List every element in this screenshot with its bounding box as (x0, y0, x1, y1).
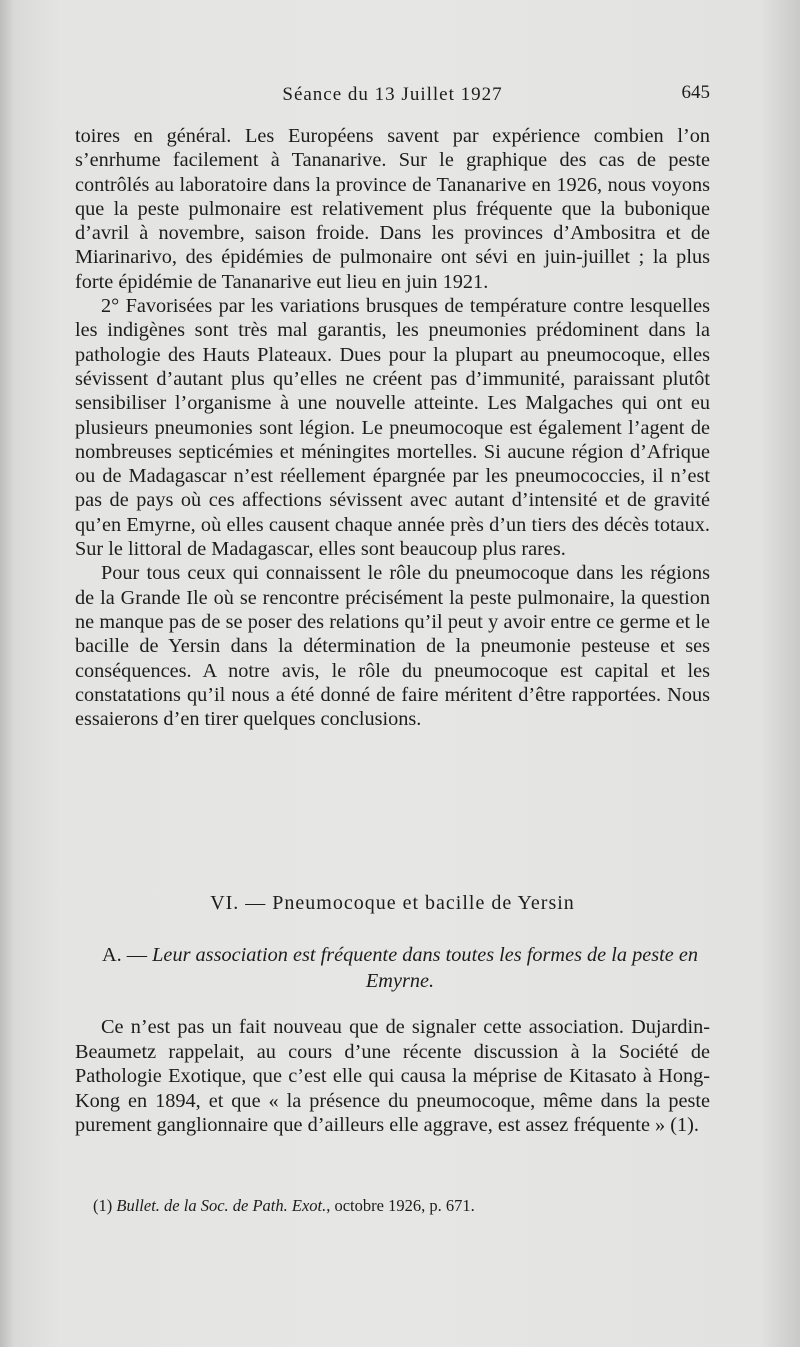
body-text-2 (75, 1015, 710, 1138)
footnote (93, 1196, 713, 1216)
footnote-source: Bullet. de la Soc. de Path. Exot. (116, 1196, 327, 1215)
paragraph-3: Pour tous ceux qui connaissent le rôle du pneumocoque dans les régions de la Grande Ile où se rencontre précisément la peste pulmonaire, la question ne manque pas de se poser des relations qu’il peut y avoir entre ce germe et le bacille de Yersin dans la détermination de la pneumonie pesteuse et ses conséquences. A notre avis, le rôle du pneumocoque est capital et les constatations qu’il nous a été donné de faire méritent d’être rapportées. Nous essaierons d’en tirer quelques conclusions. (75, 562, 710, 731)
paragraph-2: 2° Favorisées par les variations brusques de température contre lesquelles les indigènes sont très mal garantis, les pneumonies prédominent dans la pathologie des Hauts Plateaux. Dues pour la plupart au pneumocoque, elles sévissent d’autant plus qu’elles ne créent pas d’immunité, paraissant plutôt sensibiliser l’organisme à une nouvelle atteinte. Les Malgaches qui ont eu plusieurs pneumonies sont légion. Le pneumocoque est également l’agent de nombreuses septicémies et méningites mortelles. Si aucune région d’Afrique ou de Madagascar n’est réellement épargnée par les pneumococcies, il n’est pas de pays où ces affections sévissent avec autant d’intensité et de gravité qu’en Emyrne, où elles causent chaque année près d’un tiers des décès totaux. Sur le littoral de Madagascar, elles sont beaucoup plus rares. (75, 295, 710, 561)
paragraph-1: toires en général. Les Européens savent par expérience combien l’on s’enrhume facilement à Tananarive. Sur le graphique des cas de peste contrôlés au laboratoire dans la province de Tananarive en 1926, nous voyons que la peste pulmonaire est relativement plus fréquente que la bubonique d’avril à novembre, saison froide. Dans les provinces d’Ambositra et de Miarinarivo, des épidémies de pulmonaire ont sévi en juin-juillet ; la plus forte épidémie de Tananarive eut lieu en juin 1921. (75, 125, 710, 293)
paragraph-4: Ce n’est pas un fait nouveau que de signaler cette association. Dujardin-Beaumetz rappelait, au cours d’une récente discussion à la Société de Pathologie Exotique, que c’est elle qui causa la méprise de Kitasato à Hong-Kong en 1894, et que « la présence du pneumocoque, même dans la peste purement ganglionnaire que d’ailleurs elle aggrave, est assez fréquente » (1). (75, 1016, 710, 1136)
subsection-lead: A. — (102, 944, 148, 966)
page-header (75, 80, 710, 110)
footnote-rest: , octobre 1926, p. 671. (326, 1196, 475, 1215)
body-text (75, 124, 710, 731)
page-number: 645 (681, 82, 710, 103)
section-title: VI. — Pneumocoque et bacille de Yersin (210, 892, 575, 914)
subsection-title: Leur association est fréquente dans toutes les formes de la peste en Emyrne. (152, 944, 698, 992)
subsection-heading (100, 942, 700, 994)
running-head: Séance du 13 Juillet 1927 (282, 84, 503, 105)
footnote-marker: (1) (93, 1196, 113, 1215)
